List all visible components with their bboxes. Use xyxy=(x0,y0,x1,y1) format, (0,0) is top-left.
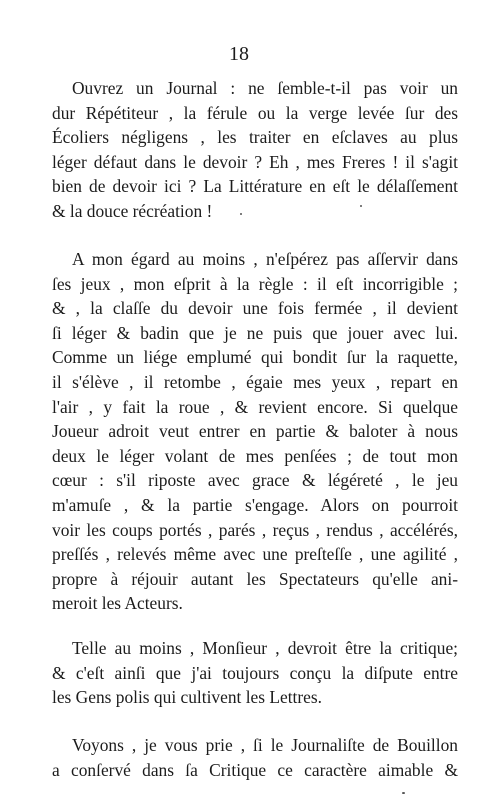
text-line: léger défaut dans le devoir ? Eh , mes Freres ! il s'agit xyxy=(52,151,458,172)
text-line: l'air , y fait la roue , & revient encore. Si quelque xyxy=(52,396,458,417)
text-line: Telle au moins , Monſieur , devroit être la critique; xyxy=(72,638,458,658)
page-number: 18 xyxy=(229,43,249,65)
paper-speck xyxy=(240,213,242,215)
text-line: a conſervé dans ſa Critique ce caractère aimable & xyxy=(52,759,458,780)
text-line: ſes jeux , mon eſprit à la règle : il eſt incorrigible ; xyxy=(52,273,458,294)
text-line: ſi léger & badin que je ne puis que jouer avec lui. xyxy=(52,322,458,343)
text-line: Comme un liége emplumé qui bondit ſur la raquette, xyxy=(52,347,458,368)
text-line: & c'eſt ainſi que j'ai toujours conçu la diſpute entre xyxy=(52,662,458,683)
text-line: les Gens polis qui cultivent les Lettres. xyxy=(52,687,322,708)
text-line: deux le léger volant de mes penſées ; de tout mon xyxy=(52,445,458,466)
text-line: preſſés , relevés même avec une preſteſſe , une agilité , xyxy=(52,544,458,565)
paragraph-3 xyxy=(52,636,458,710)
text-line: cœur : s'il riposte avec grace & légéreté , le jeu xyxy=(52,470,458,491)
text-line: Ouvrez un Journal : ne ſemble-t-il pas voir un xyxy=(72,78,458,98)
text-line: Voyons , je vous prie , ſi le Journaliſte de Bouillon xyxy=(72,735,458,755)
text-line: m'amuſe , & la partie s'engage. Alors on pourroit xyxy=(52,494,458,515)
text-line: dur Répétiteur , la férule ou la verge levée ſur des xyxy=(52,102,458,123)
text-line: & la douce récréation ! xyxy=(52,200,213,221)
text-line: A mon égard au moins , n'eſpérez pas aſſervir dans xyxy=(72,249,458,269)
paper-speck xyxy=(360,205,362,207)
text-line: bien de devoir ici ? La Littérature en eſt le délaſſement xyxy=(52,176,458,197)
text-line: il s'élève , il retombe , égaie mes yeux , repart en xyxy=(52,371,458,392)
text-line: meroit les Acteurs. xyxy=(52,593,183,614)
text-line: voir les coups portés , parés , reçus , rendus , accélérés, xyxy=(52,519,458,540)
text-line: propre à réjouir autant les Spectateurs qu'elle ani- xyxy=(52,568,458,589)
paragraph-1 xyxy=(52,76,458,224)
text-line: & , la claſſe du devoir une fois fermée , il devient xyxy=(52,298,458,319)
paper-speck xyxy=(402,792,405,794)
text-line: Joueur adroit veut entrer en partie & baloter à nous xyxy=(52,421,458,442)
paragraph-2 xyxy=(52,247,458,616)
text-line: Écoliers négligens , les traiter en eſclaves au plus xyxy=(52,127,458,148)
paragraph-4 xyxy=(52,733,458,782)
